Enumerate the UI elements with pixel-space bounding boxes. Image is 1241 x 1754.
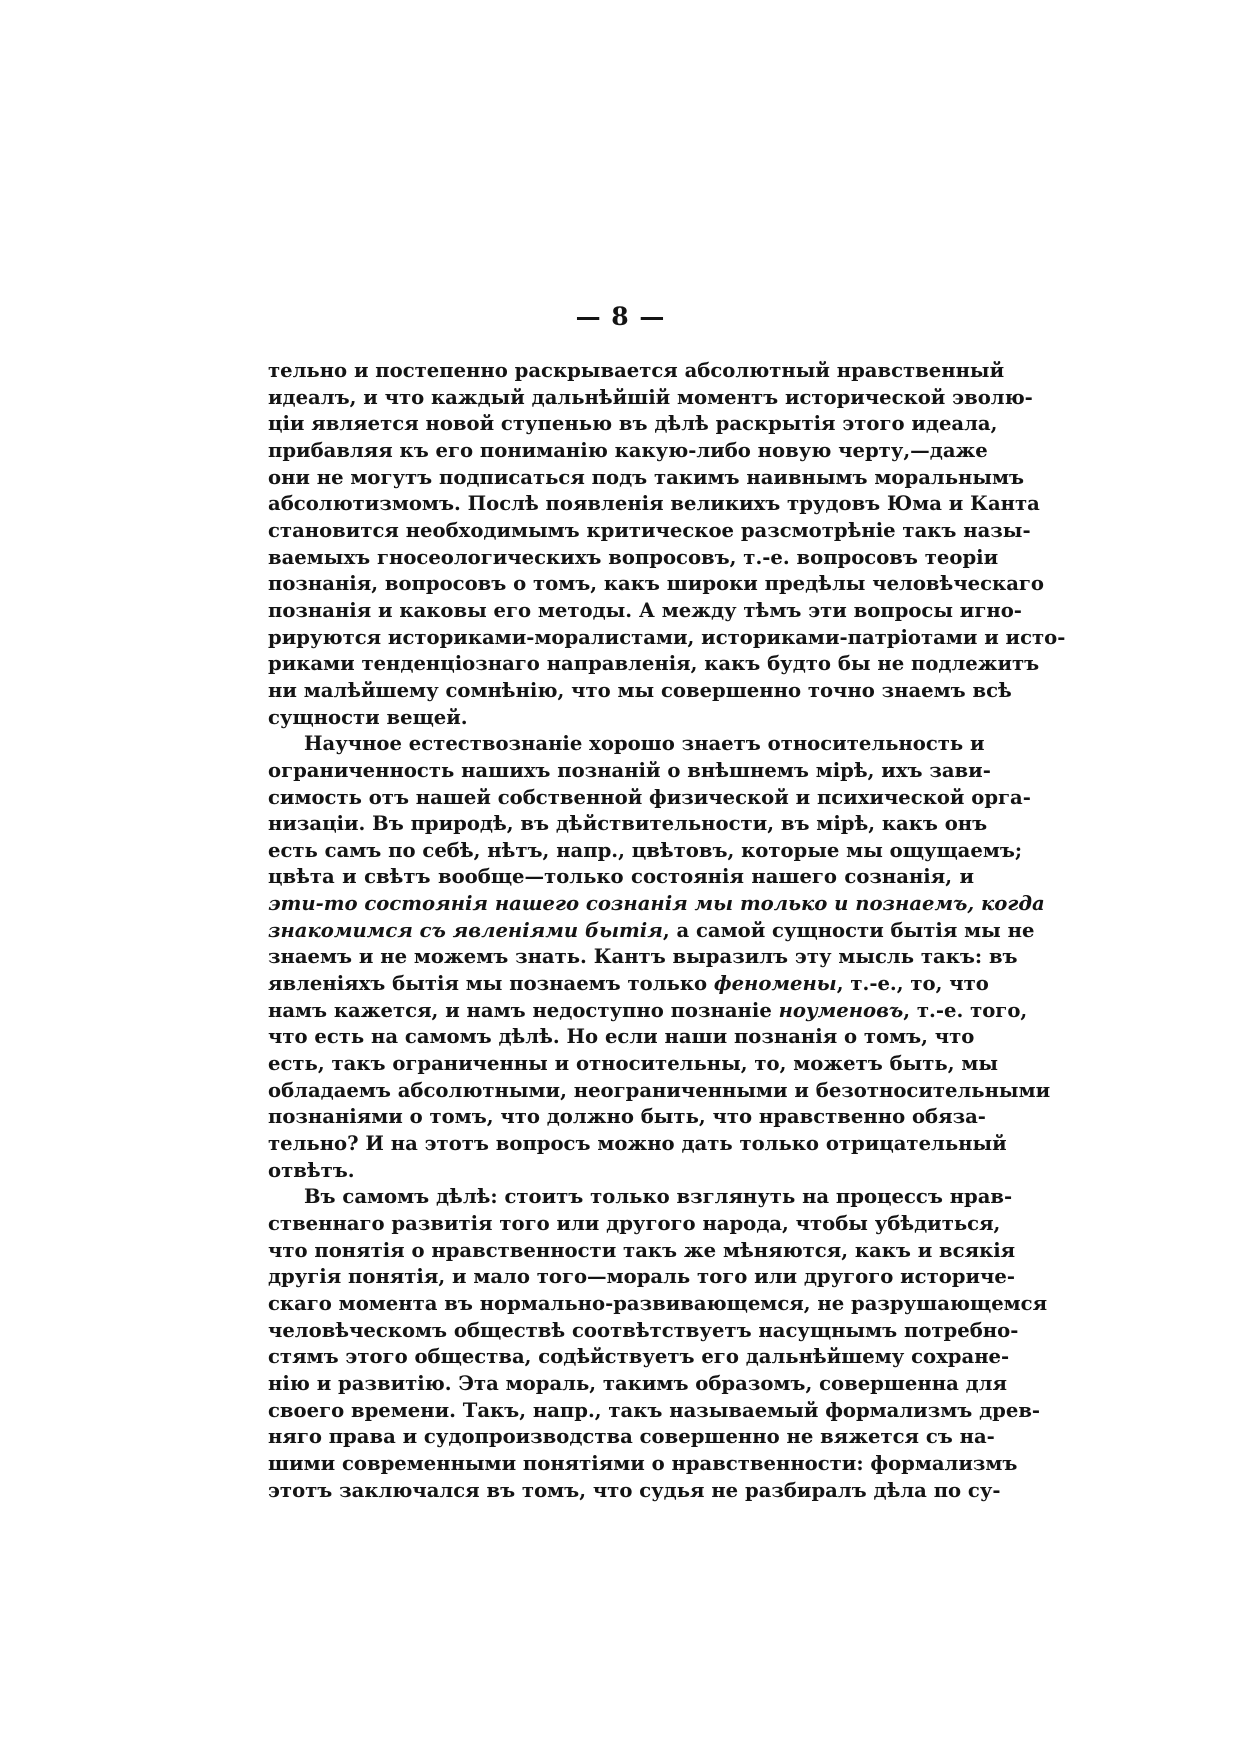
text-line: тельно? И на этотъ вопросъ можно дать только отрицательный [268,1132,1007,1156]
text-line: познаніями о томъ, что должно быть, что нравственно обяза- [268,1105,986,1129]
page-number: — 8 — [575,302,666,331]
text-line: прибавляя къ его пониманію какую-либо новую черту,—даже [268,438,988,462]
emphasis-text: ноуменовъ [778,998,904,1022]
text-line: риками тенденціознаго направленія, какъ будто бы не подлежитъ [268,652,1040,676]
text-line: шими современными понятіями о нравственности: формализмъ [268,1451,1018,1475]
text-line: отвѣтъ. [268,1158,355,1182]
text-line: они не могутъ подписаться подъ такимъ наивнымъ моральнымъ [268,465,1025,489]
emphasis-line: эти-то состоянія нашего сознанія мы только и познаемъ, когда [268,892,1045,916]
emphasis-text: знакомимся съ явленіями бытія [268,918,663,942]
text-line: познанія и каковы его методы. А между тѣмъ эти вопросы игно- [268,598,1022,622]
text-segment: , т.-е. того, [903,998,1028,1022]
text-line: стямъ этого общества, содѣйствуетъ его дальнѣйшему сохране- [268,1345,1010,1369]
text-line: ни малѣйшему сомнѣнію, что мы совершенно точно знаемъ всѣ [268,678,1012,702]
text-line: этотъ заключался въ томъ, что судья не разбиралъ дѣла по су- [268,1478,1001,1502]
text-segment: намъ кажется, и намъ недоступно познаніе [268,998,779,1022]
text-line: Въ самомъ дѣлѣ: стоитъ только взглянуть на процессъ нрав- [304,1185,1013,1209]
text-line: ственнаго развитія того или другого народа, чтобы убѣдиться, [268,1212,1001,1235]
text-line: симость отъ нашей собственной физической и психической орга- [268,785,1031,809]
text-line: познанія, вопросовъ о томъ, какъ широки предѣлы человѣческаго [268,572,1044,596]
text-line: нію и развитію. Эта мораль, такимъ образомъ, совершенна для [268,1371,1007,1395]
text-line: другія понятія, и мало того—мораль того или другого историче- [268,1265,1015,1289]
text-line: скаго момента въ нормально-развивающемся, не разрушающемся [268,1291,1048,1315]
text-line: низаціи. Въ природѣ, въ дѣйствительности, въ мірѣ, какъ онъ [268,812,988,836]
text-segment: явленіяхъ бытія мы познаемъ только [268,972,714,996]
text-line: что есть на самомъ дѣлѣ. Но если наши познанія о томъ, что [268,1025,975,1049]
body-text [268,358,1066,1504]
text-line: ваемыхъ гносеологическихъ вопросовъ, т.-е. вопросовъ теоріи [268,545,999,569]
text-line [268,998,1028,1025]
text-line: цвѣта и свѣтъ вообще—только состоянія нашего сознанія, и [268,865,974,889]
text-line [268,971,989,998]
text-line: есть, такъ ограниченны и относительны, то, можетъ быть, мы [268,1052,999,1076]
text-line: есть самъ по себѣ, нѣтъ, напр., цвѣтовъ, которые мы ощущаемъ; [268,838,1023,862]
text-line: ограниченность нашихъ познаній о внѣшнемъ мірѣ, ихъ зави- [268,758,991,782]
text-line: абсолютизмомъ. Послѣ появленія великихъ трудовъ Юма и Канта [268,492,1040,516]
text-line: знаемъ и не можемъ знать. Кантъ выразилъ эту мысль такъ: въ [268,945,1018,969]
text-line: обладаемъ абсолютными, неограниченными и безотносительными [268,1078,1051,1102]
text-line: сущности вещей. [268,705,468,729]
text-line: идеалъ, и что каждый дальнѣйшій моментъ исторической эволю- [268,385,1033,409]
text-line: тельно и постепенно раскрывается абсолютный нравственный [268,359,1005,382]
text-line: становится необходимымъ критическое разсмотрѣніе такъ назы- [268,518,1031,542]
text-line: ціи является новой ступенью въ дѣлѣ раскрытія этого идеала, [268,412,998,436]
text-line: своего времени. Такъ, напр., такъ называемый формализмъ древ- [268,1398,1041,1422]
text-line: рируются историками-моралистами, историками-патріотами и исто- [268,625,1066,649]
text-line [268,918,1035,945]
text-segment: , т.-е., то, что [836,972,989,996]
emphasis-text: феномены [713,972,837,996]
text-line: человѣческомъ обществѣ соотвѣтствуетъ насущнымъ потребно- [268,1318,1019,1342]
text-line: няго права и судопроизводства совершенно не вяжется съ на- [268,1425,995,1449]
text-line: что понятія о нравственности такъ же мѣняются, какъ и всякія [268,1238,1016,1262]
text-segment: , а самой сущности бытія мы не [662,918,1035,942]
text-line: Научное естествознаніе хорошо знаетъ относительность и [304,732,985,756]
